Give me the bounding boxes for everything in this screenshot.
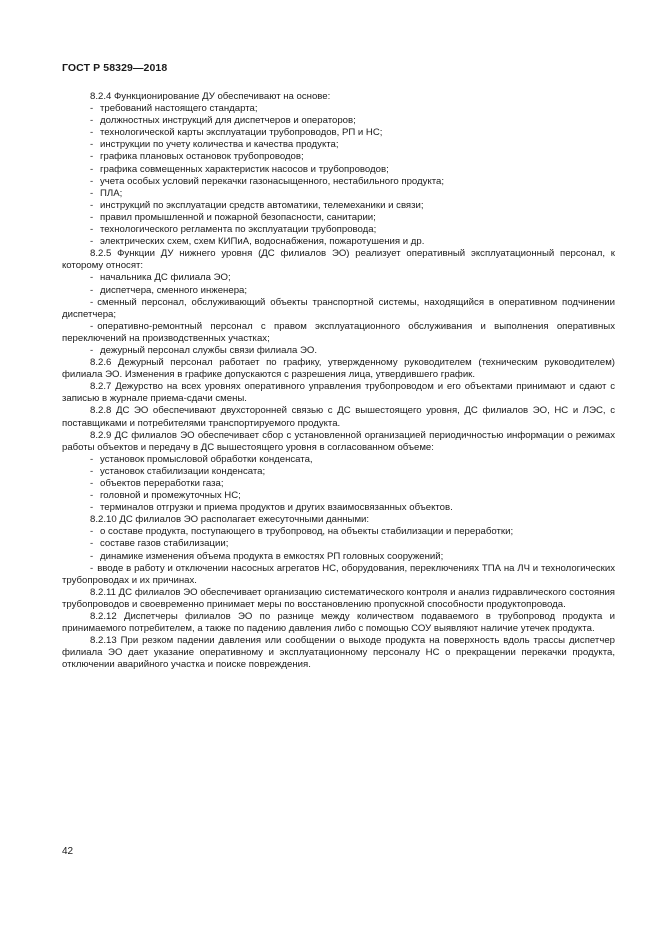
list-item-text: учета особых условий перекачки газонасыщенного, нестабильного продукта; [100, 175, 445, 187]
list-item-text: инструкций по эксплуатации средств автоматики, телемеханики и связи; [100, 199, 424, 211]
list-item-text: установок промысловой обработки конденсата, [100, 453, 313, 465]
list-item-text: технологического регламента по эксплуатации трубопровода; [100, 224, 377, 236]
list-dash: - [90, 538, 94, 550]
list-item [62, 526, 615, 538]
list-dash: - [90, 163, 94, 175]
list-item-text: графика совмещенных характеристик насосов и трубопроводов; [100, 163, 389, 175]
list-item [62, 502, 615, 514]
list-dash: - [90, 296, 94, 308]
list-item-text: терминалов отгрузки и приема продуктов и других взаимосвязанных объектов. [100, 502, 453, 514]
list-dash: - [90, 320, 94, 332]
list-item [62, 151, 615, 163]
list-item [62, 478, 615, 490]
list-dash: - [90, 199, 94, 211]
list-item [62, 115, 615, 127]
list-dash: - [90, 236, 94, 248]
list-dash: - [90, 187, 94, 199]
list-item [62, 103, 615, 115]
list-item-text: установок стабилизации конденсата; [100, 465, 266, 477]
list-item-text: объектов переработки газа; [100, 478, 224, 489]
list-item [62, 188, 615, 200]
list-item [62, 224, 615, 236]
list-item [62, 345, 615, 357]
list-dash: - [90, 103, 94, 115]
list-dash: - [90, 490, 94, 502]
list-item-text: диспетчера, сменного инженера; [100, 284, 248, 296]
document-body [62, 91, 615, 672]
paragraph: 8.2.7 Дежурство на всех уровнях оперативного управления трубопроводом и его объектами принимают и сдают с записью в журнале приема-сдачи смены. [62, 381, 615, 405]
list-item [62, 236, 615, 248]
list-dash: - [90, 465, 94, 477]
paragraph: 8.2.13 При резком падении давления или сообщении о выходе продукта на поверхность вдоль трассы диспетчер филиала ЭО дает указание оперативному и эксплуатационному персоналу НС о прекращении перекачки продукта, отключении аварийного участка и поиске повреждения. [62, 635, 615, 671]
list-item [62, 538, 615, 550]
list-item-text: начальника ДС филиала ЭО; [100, 272, 231, 284]
list-item-text: динамике изменения объема продукта в емкостях РП головных сооружений; [100, 550, 444, 562]
list-dash: - [90, 224, 94, 236]
list-item-text: оперативно-ремонтный персонал с правом эксплуатационного обслуживания и выполнения оперативных переключений на производственных участках; [62, 320, 615, 344]
list-item-text: головной и промежуточных НС; [100, 490, 241, 502]
list-dash: - [90, 115, 94, 127]
list-item [62, 297, 615, 321]
list-item-text: правил промышленной и пожарной безопасности, санитарии; [100, 211, 376, 223]
paragraph: 8.2.6 Дежурный персонал работает по графику, утвержденному руководителем (техническим руководителем) филиала ЭО. Изменения в графике допускаются с разрешения лица, утвердившего график. [62, 357, 615, 381]
list-item [62, 127, 615, 139]
list-item [62, 212, 615, 224]
list-item-text: ПЛА; [100, 187, 123, 199]
list-dash: - [90, 453, 94, 465]
paragraph: 8.2.10 ДС филиалов ЭО располагает ежесуточными данными: [90, 514, 370, 526]
list-item-text: сменный персонал, обслуживающий объекты транспортной системы, находящийся в оперативном подчинении диспетчера; [62, 296, 615, 320]
list-dash: - [90, 127, 94, 139]
list-item-text: инструкции по учету количества и качества продукта; [100, 139, 339, 151]
list-item [62, 321, 615, 345]
list-item [62, 454, 615, 466]
list-item [62, 164, 615, 176]
list-item [62, 490, 615, 502]
list-item-text: электрических схем, схем КИПиА, водоснабжения, пожаротушения и др. [100, 236, 425, 248]
list-dash: - [90, 344, 94, 356]
list-dash: - [90, 139, 94, 151]
list-item [62, 139, 615, 151]
list-item-text: требований настоящего стандарта; [100, 103, 258, 115]
paragraph: 8.2.9 ДС филиалов ЭО обеспечивает сбор с установленной организацией периодичностью информации о режимах работы объектов и передачу в ДС вышестоящего уровня в согласованном объеме: [62, 429, 615, 453]
list-dash: - [90, 478, 94, 489]
list-item-text: составе газов стабилизации; [100, 538, 229, 550]
list-dash: - [90, 211, 94, 223]
list-item [62, 272, 615, 284]
paragraph: 8.2.12 Диспетчеры филиалов ЭО по разнице между количеством подаваемого в трубопровод продукта и принимаемого потребителем, а также по падению давления либо с помощью СОУ выявляют наличие утечек продукта. [62, 611, 615, 635]
list-item-text: технологической карты эксплуатации трубопроводов, РП и НС; [100, 127, 383, 139]
list-item [62, 466, 615, 478]
list-dash: - [90, 272, 94, 284]
paragraph: 8.2.11 ДС филиалов ЭО обеспечивает организацию систематического контроля и анализ гидравлического состояния трубопроводов и своевременно принимает меры по восстановлению пропускной способности продуктопровода. [62, 586, 615, 610]
list-dash: - [90, 284, 94, 296]
paragraph: 8.2.8 ДС ЭО обеспечивают двухсторонней связью с ДС вышестоящего уровня, ДС филиалов ЭО, НС и ЛЭС, с поставщиками и потребителями транспортируемого продукта. [62, 405, 615, 429]
list-item-text: графика плановых остановок трубопроводов; [100, 151, 304, 163]
list-item [62, 563, 615, 587]
list-item [62, 285, 615, 297]
list-item [62, 200, 615, 212]
list-dash: - [90, 550, 94, 562]
paragraph: 8.2.5 Функции ДУ нижнего уровня (ДС филиалов ЭО) реализует оперативный эксплуатационный персонал, к которому относят: [62, 248, 615, 272]
list-dash: - [90, 502, 94, 514]
list-dash: - [90, 526, 94, 538]
paragraph: 8.2.4 Функционирование ДУ обеспечивают на основе: [90, 91, 331, 102]
page-number: 42 [62, 846, 74, 857]
list-dash: - [90, 562, 94, 574]
list-dash: - [90, 175, 94, 187]
list-item [62, 176, 615, 188]
list-dash: - [90, 151, 94, 163]
document-header: ГОСТ Р 58329—2018 [62, 62, 168, 74]
list-item-text: должностных инструкций для диспетчеров и операторов; [100, 115, 356, 127]
list-item [62, 551, 615, 563]
list-item-text: вводе в работу и отключении насосных агрегатов НС, оборудования, переключениях ТПА на ЛЧ и технологических трубопроводах и их причинах. [62, 562, 615, 586]
list-item-text: о составе продукта, поступающего в трубопровод, на объекты стабилизации и переработки; [100, 526, 514, 538]
list-item-text: дежурный персонал службы связи филиала ЭО. [100, 344, 318, 356]
